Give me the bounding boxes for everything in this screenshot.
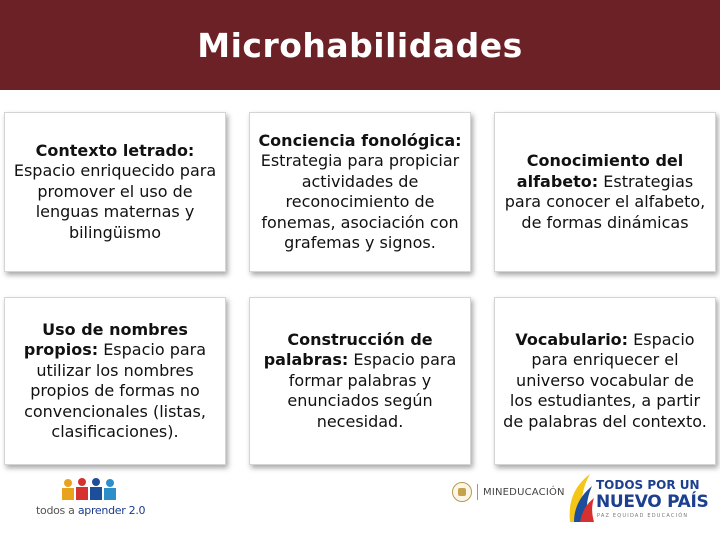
card-conciencia-fonologica [249,112,471,272]
coat-of-arms-icon [452,482,472,502]
card-text [13,320,217,443]
page-title: Microhabilidades [197,25,523,65]
logo-divider [477,484,478,500]
card-heading: Vocabulario: [515,329,629,349]
card-heading: Contexto letrado: [35,140,195,160]
card-heading: Conocimiento del alfabeto: [516,151,684,191]
slogan-line-1: TODOS POR UN [596,478,700,492]
card-heading: Uso de nombres propios: [23,319,188,359]
card-contexto-letrado [4,112,226,272]
card-body: Estrategias para conocer el alfabeto, de formas dinámicas [504,171,706,232]
slogan-line-3: PAZ EQUIDAD EDUCACIÓN [597,513,689,519]
card-body: Espacio para utilizar los nombres propios de formas no convencionales (listas, clasificaciones). [24,340,207,441]
card-text [503,330,707,433]
card-conocimiento-alfabeto [494,112,716,272]
todos-a-aprender-logo [36,476,148,528]
mineducacion-text: MINEDUCACIÓN [483,486,565,498]
colombia-flag-ribbon-icon [564,472,596,528]
card-text [258,330,462,433]
todos-por-un-nuevo-pais-logo [564,468,714,532]
card-construccion-palabras [249,297,471,465]
slogan-line-2: NUEVO PAÍS [596,492,709,512]
card-heading: Construcción de palabras: [263,329,433,370]
card-vocabulario [494,297,716,465]
card-body: Espacio para enriquecer el universo vocabular de los estudiantes, a partir de palabras del contexto. [503,329,707,431]
card-body: Espacio para formar palabras y enunciados según necesidad. [287,350,457,431]
card-text [258,131,462,254]
card-text [13,141,217,244]
card-body: Estrategia para propiciar actividades de reconocimiento de fonemas, asociación con grafemas y signos. [260,151,460,252]
card-heading: Conciencia fonológica: [258,130,462,150]
card-text [503,151,707,233]
people-icon [60,478,130,504]
todos-a-aprender-text: todos a aprender 2.0 [36,504,146,517]
title-banner [0,0,720,90]
card-body: Espacio enriquecido para promover el uso de lenguas maternas y bilingüismo [13,161,217,242]
card-nombres-propios [4,297,226,465]
mineducacion-logo [452,481,565,503]
